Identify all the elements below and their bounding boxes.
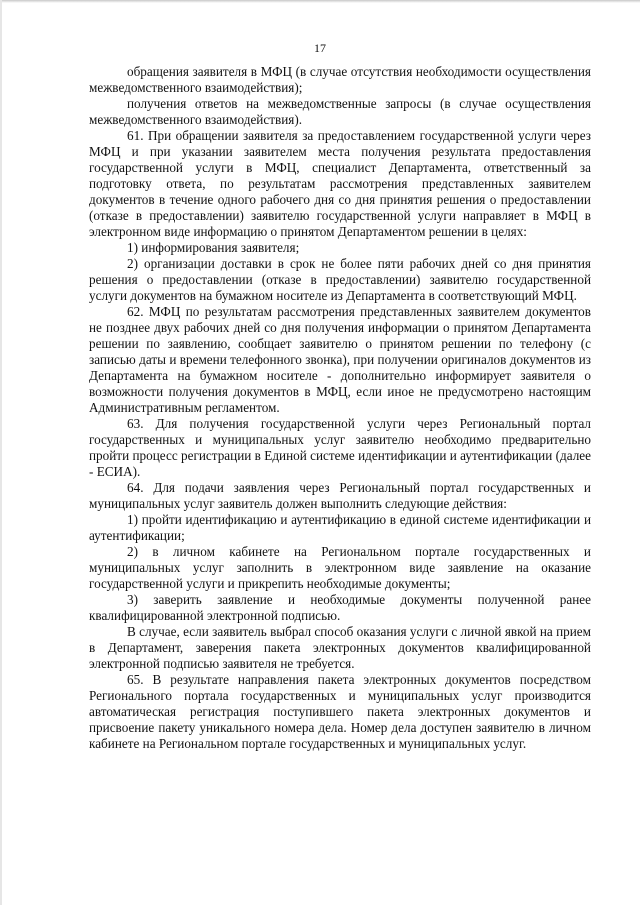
paragraph-63: 63. Для получения государственной услуги через Региональный портал государственных и муниципальных услуг заявителю необходимо предварительно пройти процесс регистрации в Единой системе идентификации и аутентификации (далее - ЕСИА). — [89, 416, 591, 479]
document-body — [89, 64, 591, 752]
scan-left-edge — [0, 0, 2, 905]
page-number: 17 — [314, 41, 326, 55]
paragraph-61-item-1: 1) информирования заявителя; — [127, 240, 300, 255]
paragraph-65: 65. В результате направления пакета электронных документов посредством Регионального портала государственных и муниципальных услуг производится автоматическая регистрация поступившего пакета электронных документов и присвоение пакету уникального номера дела. Номер дела доступен заявителю в личном кабинете на Региональном портале государственных и муниципальных услуг. — [89, 672, 591, 751]
paragraph-64-item-2: 2) в личном кабинете на Региональном портале государственных и муниципальных услуг заполнить в электронном виде заявление на оказание государственной услуги и прикрепить необходимые документы; — [89, 544, 591, 591]
paragraph-64-item-1: 1) пройти идентификацию и аутентификацию в единой системе идентификации и аутентификации; — [89, 512, 591, 543]
paragraph-64: 64. Для подачи заявления через Региональный портал государственных и муниципальных услуг заявитель должен выполнить следующие действия: — [89, 480, 591, 511]
scan-top-edge — [0, 0, 640, 3]
paragraph-61: 61. При обращении заявителя за предоставлением государственной услуги через МФЦ и при указании заявителем места получения результата предоставления государственной услуги в МФЦ, специалист Департамента, ответственный за подготовку ответа, по результатам рассмотрения представленных заявителем документов в течение одного рабочего дня со дня принятия решения о предоставлении (отказе в предоставлении) заявителю государственной услуги направляет в МФЦ в электронном виде информацию о принятом Департаментом решении в целях: — [89, 128, 591, 239]
paragraph-interagency-responses: получения ответов на межведомственные запросы (в случае осуществления межведомственного взаимодействия). — [89, 96, 591, 127]
paragraph-64-item-3: 3) заверить заявление и необходимые документы полученной ранее квалифицированной электронной подписью. — [89, 592, 591, 623]
paragraph-personal-visit: В случае, если заявитель выбрал способ оказания услуги с личной явкой на прием в Департамент, заверения пакета электронных документов квалифицированной электронной подписью заявителя не требуется. — [89, 624, 591, 671]
paragraph-mfc-appeal: обращения заявителя в МФЦ (в случае отсутствия необходимости осуществления межведомственного взаимодействия); — [89, 64, 591, 95]
paragraph-61-item-2: 2) организации доставки в срок не более пяти рабочих дней со дня принятия решения о предоставлении (отказе в предоставлении) заявителю государственной услуги документов на бумажном носителе из Департамента в соответствующий МФЦ. — [89, 256, 591, 303]
paragraph-62: 62. МФЦ по результатам рассмотрения представленных заявителем документов не позднее двух рабочих дней со дня получения информации о принятом Департамента решении по заявлению, сообщает заявителю о принятом решении по телефону (с записью даты и времени телефонного звонка), при получении оригиналов документов из Департамента на бумажном носителе - дополнительно информирует заявителя о возможности получения документов в МФЦ, если иное не предусмотрено настоящим Административным регламентом. — [89, 304, 591, 415]
